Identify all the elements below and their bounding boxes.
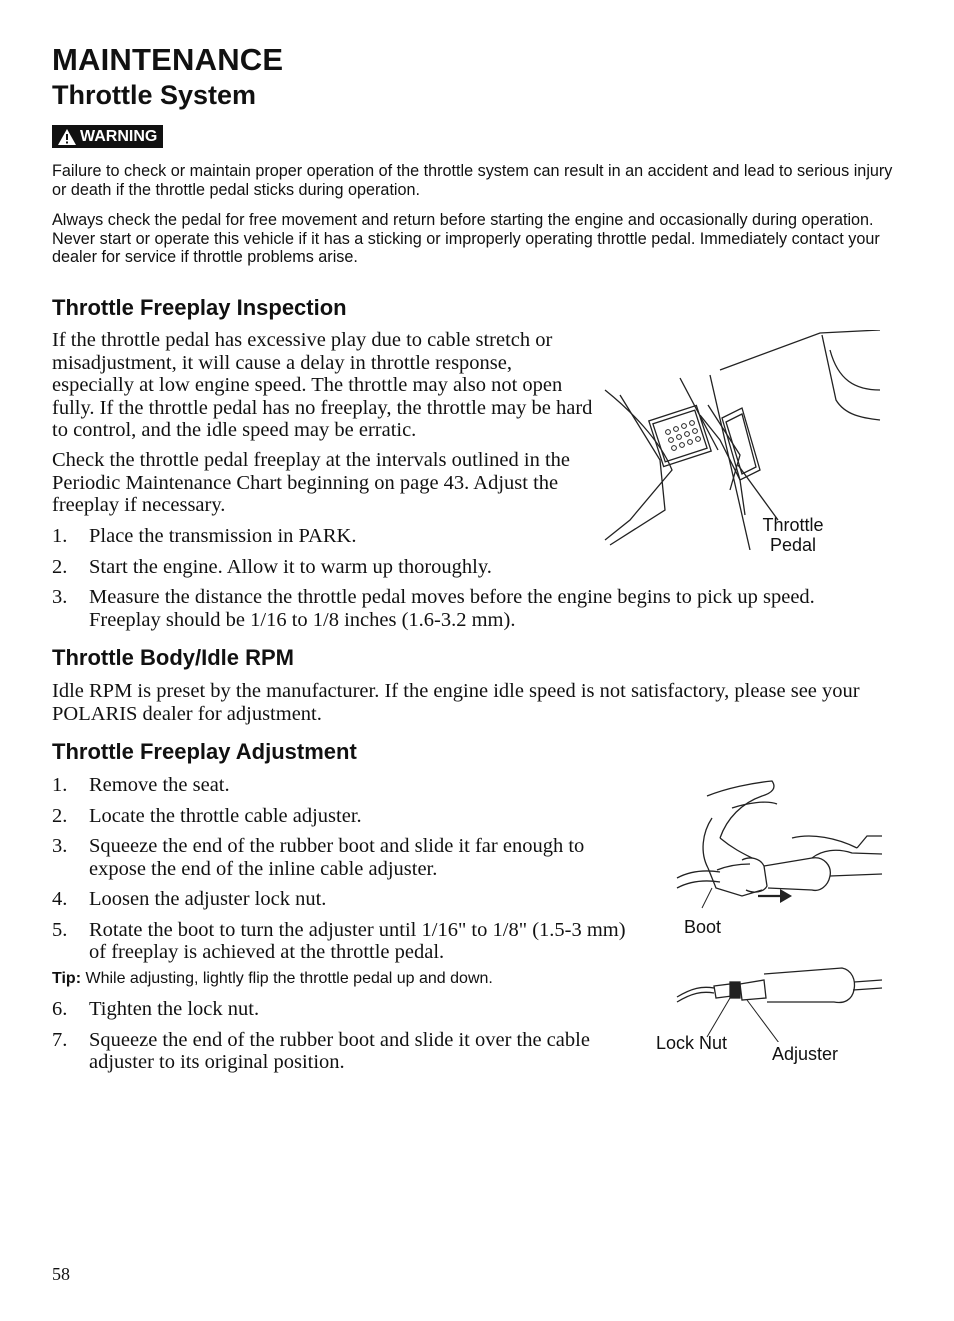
list-item: 7. Squeeze the end of the rubber boot and slide it over the cable adjuster to its original position. bbox=[52, 1028, 590, 1073]
inspection-paragraph-2: Check the throttle pedal freeplay at the intervals outlined in the Periodic Maintenance Chart beginning on page 43. Adjust the freeplay if necessary. bbox=[52, 449, 571, 516]
warning-label: WARNING bbox=[80, 127, 158, 145]
boot-adjustment-illustration bbox=[672, 778, 887, 923]
warning-text-2: Always check the pedal for free movement and return before starting the engine and occasionally during operation. Never start or operate this vehicle if it has a sticking or improperly operating throttle pedal. Immediately contact your dealer for service if throttle problems arise. bbox=[52, 211, 880, 266]
idle-paragraph: Idle RPM is preset by the manufacturer. If the engine idle speed is not satisfactory, please see your POLARIS dealer for adjustment. bbox=[52, 680, 860, 725]
lock-nut-label: Lock Nut bbox=[656, 1033, 728, 1053]
list-item: 4. Loosen the adjuster lock nut. bbox=[52, 888, 327, 910]
lock-nut-adjuster-illustration bbox=[672, 962, 887, 1042]
list-item: 3. Measure the distance the throttle pedal moves before the engine begins to pick up speed. Freeplay should be 1/16 to 1/8 inches (1.6-3.2 mm). bbox=[52, 586, 815, 631]
list-item: 1. Remove the seat. bbox=[52, 774, 230, 796]
throttle-pedal-label: Throttle Pedal bbox=[762, 515, 824, 555]
adjustment-steps-b bbox=[52, 998, 612, 1074]
adjuster-label: Adjuster bbox=[772, 1044, 839, 1064]
warning-badge bbox=[52, 125, 163, 148]
list-item: 2. Locate the throttle cable adjuster. bbox=[52, 804, 362, 827]
page-number: 58 bbox=[52, 1264, 70, 1284]
list-item: 1. Place the transmission in PARK. bbox=[52, 525, 357, 547]
throttle-pedal-illustration bbox=[600, 330, 885, 550]
adjustment-heading: Throttle Freeplay Adjustment bbox=[52, 739, 357, 764]
list-item: 6. Tighten the lock nut. bbox=[52, 998, 260, 1020]
tip-note: Tip: While adjusting, lightly flip the throttle pedal up and down. bbox=[52, 970, 493, 987]
adjustment-steps-a bbox=[52, 774, 642, 964]
list-item: 5. Rotate the boot to turn the adjuster until 1/16" to 1/8" (1.5-3 mm) of freeplay is achieved at the throttle pedal. bbox=[52, 918, 626, 963]
list-item: 3. Squeeze the end of the rubber boot and slide it far enough to expose the end of the inline cable adjuster. bbox=[52, 835, 585, 880]
boot-label: Boot bbox=[684, 917, 722, 937]
section-title: MAINTENANCE bbox=[52, 42, 284, 77]
inspection-heading: Throttle Freeplay Inspection bbox=[52, 295, 347, 320]
idle-heading: Throttle Body/Idle RPM bbox=[52, 645, 294, 670]
warning-triangle-icon bbox=[57, 128, 77, 146]
page-title: Throttle System bbox=[52, 80, 257, 110]
list-item: 2. Start the engine. Allow it to warm up thoroughly. bbox=[52, 555, 492, 578]
warning-text-1: Failure to check or maintain proper operation of the throttle system can result in an accident and lead to serious injury or death if the throttle pedal sticks during operation. bbox=[52, 162, 893, 199]
inspection-paragraph-1: If the throttle pedal has excessive play due to cable stretch or misadjustment, it will cause a delay in throttle response, especially at low engine speed. The throttle may also not open fully. If the throttle pedal has no freeplay, the throttle may be hard to control, and the idle speed may be erratic. bbox=[52, 329, 593, 441]
